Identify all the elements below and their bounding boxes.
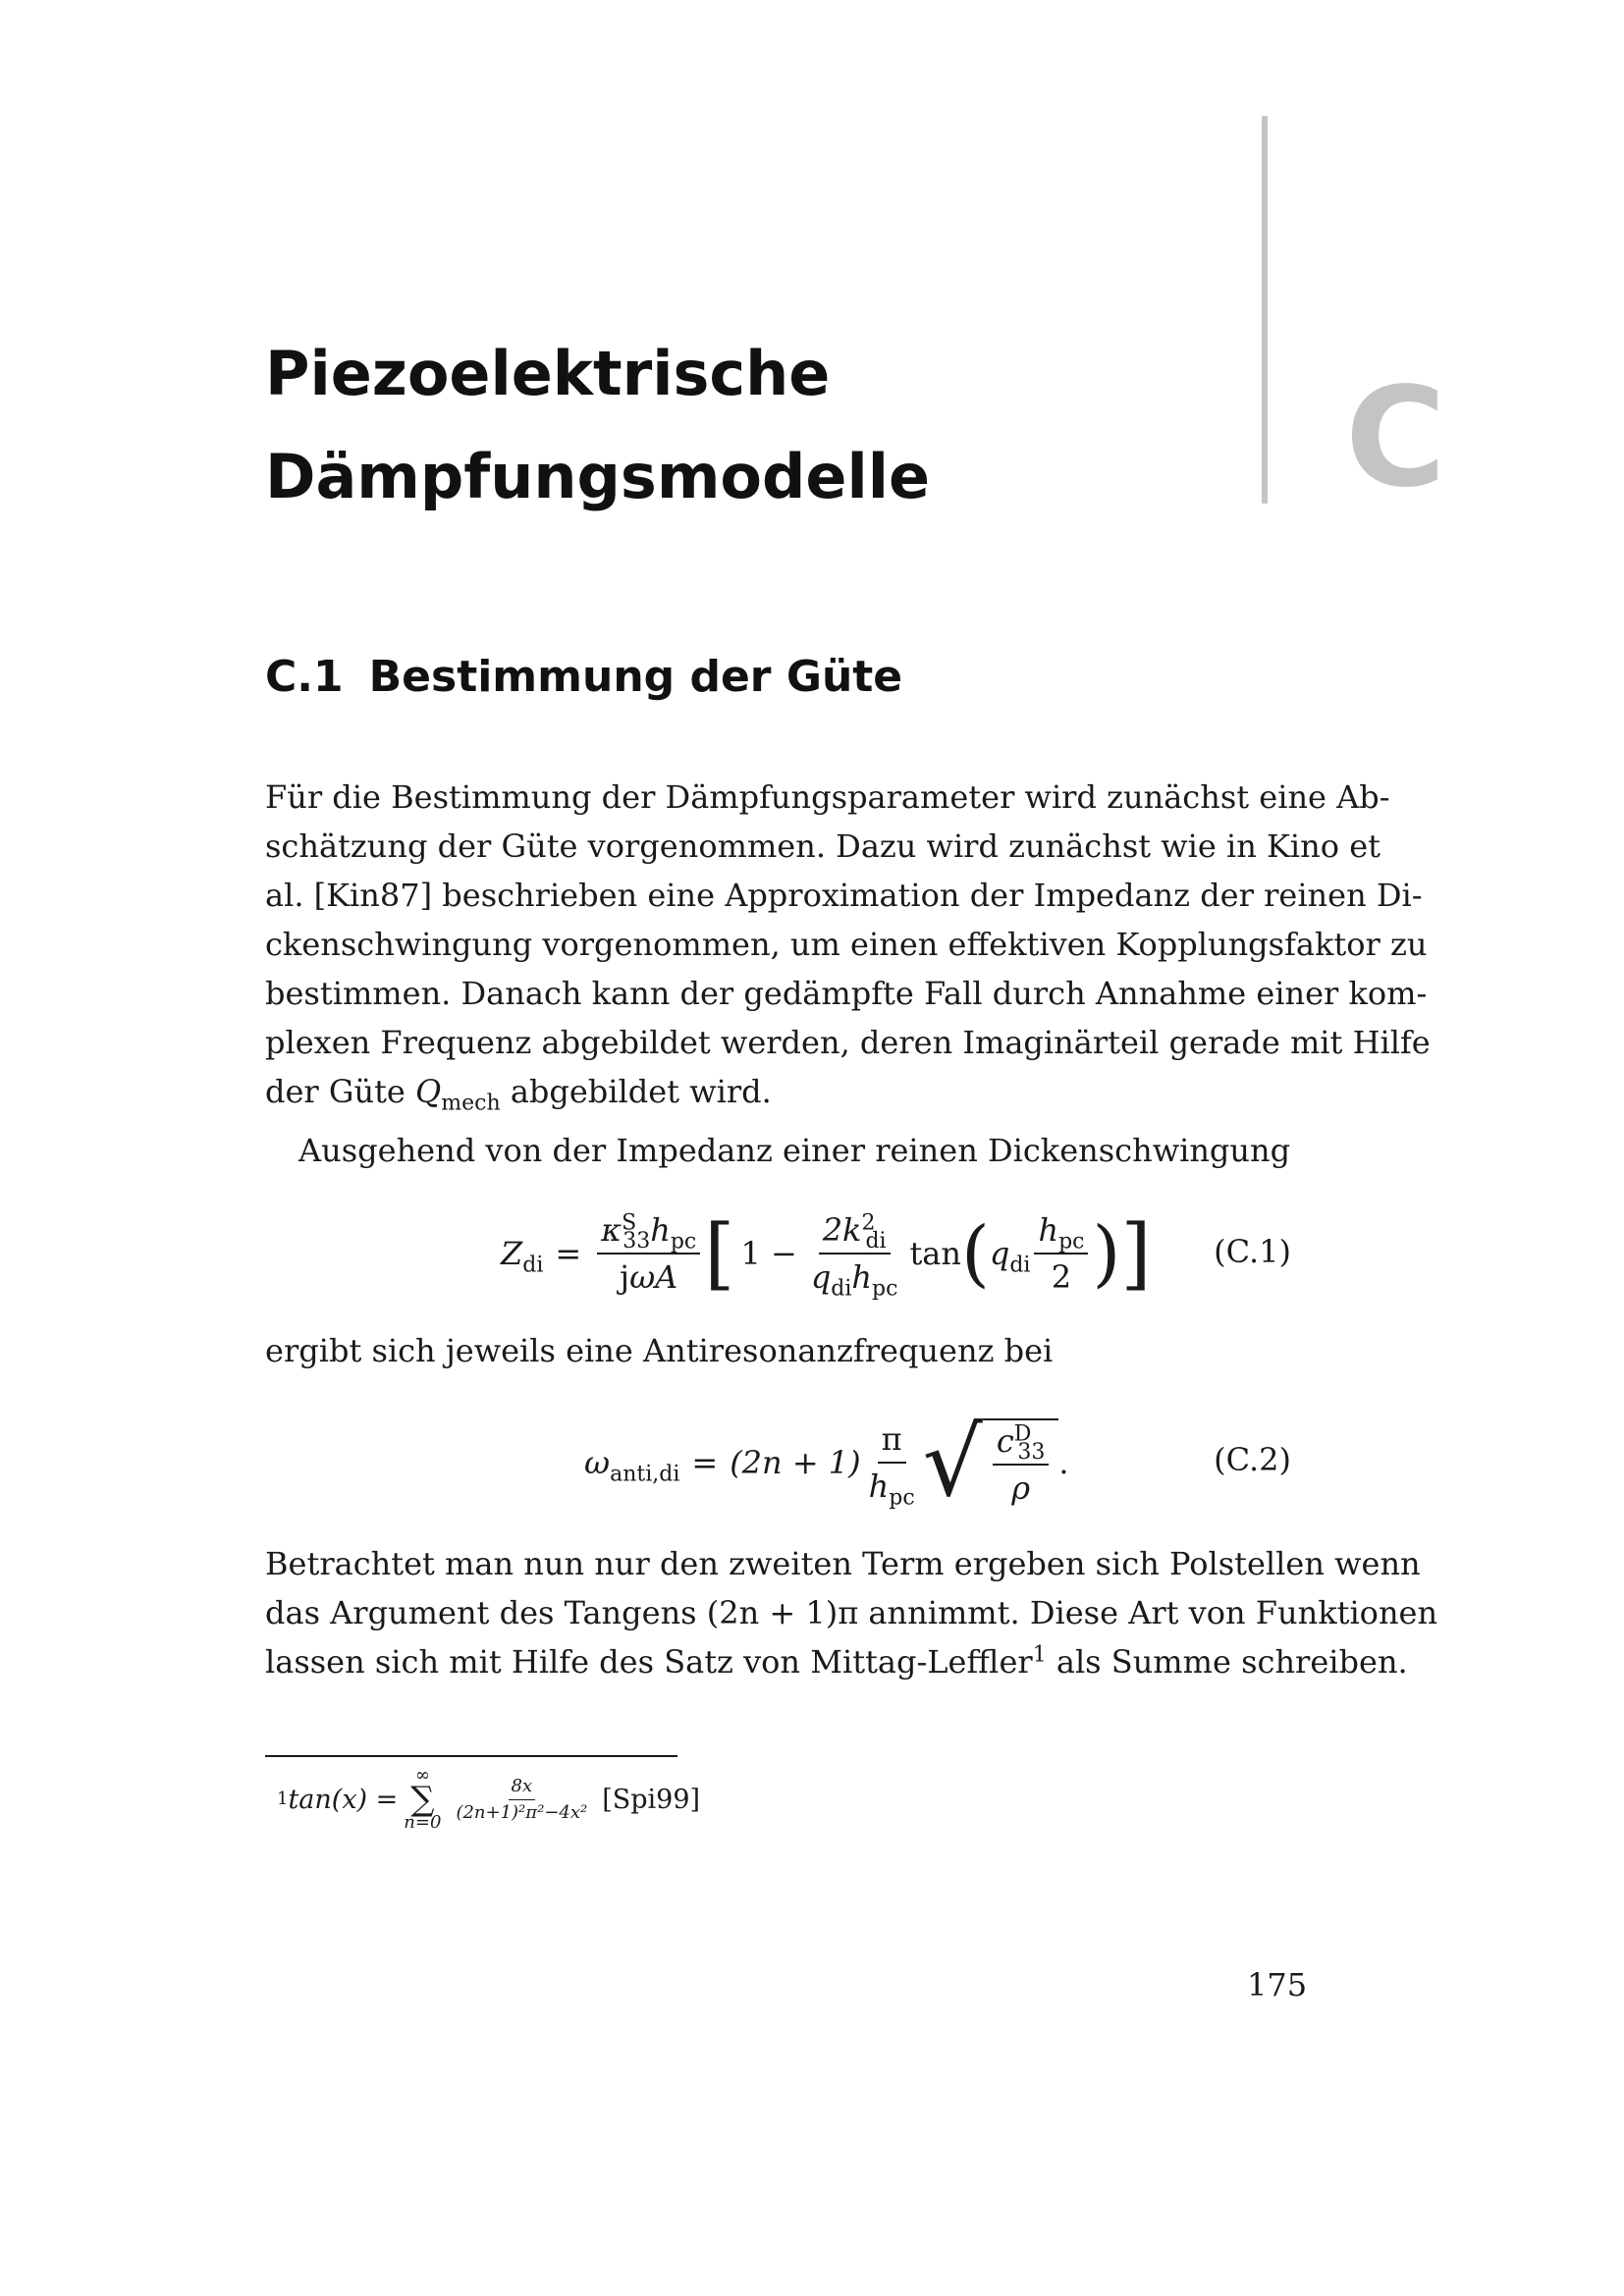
eq2-pi-fraction [865,1420,919,1511]
eq2-factor: (2n + 1) [730,1444,861,1481]
page-number: 175 [1247,1966,1308,2003]
fraction-denominator: ρ [1011,1469,1031,1507]
eq1-prefactor [597,1211,700,1296]
sum-upper-limit: ∞ [414,1765,430,1786]
paragraph-poles [265,1539,1438,1686]
paragraph-line: schätzung der Güte vorgenommen. Dazu wird zunächst wie in Kino et [265,828,1380,865]
paragraph-line [265,1067,1291,1116]
fraction-denominator: (2n+1)²π²−4x² [456,1801,588,1823]
fraction-denominator: $q_{di}h_{pc}$ [810,1258,898,1302]
square-root [922,1408,1059,1518]
symbol-q-mech [415,1073,501,1116]
fraction-numerator: $c^D_{33}$ [993,1422,1050,1466]
text-fragment: abgebildet wird. [500,1073,772,1110]
section-title: Bestimmung der Güte [368,652,903,702]
eq1-one-minus: 1 − [740,1235,797,1272]
chapter-title [265,322,1149,528]
equation-c2-body [584,1404,1069,1522]
sum-lower-limit: n=0 [404,1812,442,1833]
left-paren: ( [960,1211,990,1296]
right-bracket: ] [1120,1207,1152,1299]
eq2-period: . [1058,1444,1069,1481]
footnote: 1 tan(x) = ∞ ∑ n=0 $\frac{8x}{\text{(2n+1)²π²−4x²}}$ [Spi99] [277,1765,701,1833]
footnote-lhs: tan(x) = [288,1784,399,1815]
eq1-half-thickness [1034,1211,1088,1296]
paragraph-line: bestimmen. Danach kann der gedämpfte Fall durch Annahme einer kom- [265,975,1428,1012]
fraction-denominator: jωA [620,1258,678,1296]
fraction-numerator: $h_{pc}$ [1034,1211,1088,1255]
radical-sign: √ [922,1408,983,1518]
eq2-velocity-fraction [993,1422,1050,1507]
text-fragment: der Güte [265,1073,416,1110]
subscript: mech [441,1091,501,1116]
text-fragment: als Summe schreiben. [1046,1643,1408,1681]
summation [404,1767,441,1832]
paragraph-line [265,1637,1408,1686]
footnote-fraction [453,1776,590,1824]
fraction-numerator: π [878,1420,906,1464]
equation-c2 [265,1404,1291,1522]
paragraph-line: al. [Kin87] beschrieben eine Approximation der Impedanz der reinen Di- [265,877,1423,914]
paragraph-impedance-intro [265,1126,1291,1175]
left-bracket: [ [704,1207,735,1299]
paragraph-line: ckenschwingung vorgenommen, um einen effektiven Kopplungsfaktor zu [265,926,1428,963]
radicand [983,1418,1059,1507]
footnote-reference[interactable]: 1 [1032,1642,1047,1668]
fraction-denominator: $h_{pc}$ [868,1468,915,1511]
text-fragment: lassen sich mit Hilfe des Satz von Mittag-Leffler [265,1643,1033,1681]
chapter-title-line-2: Dämpfungsmodelle [265,441,931,512]
chapter-title-line-1: Piezoelektrische [265,338,831,409]
eq2-equals: = [691,1444,719,1481]
footnote-divider [265,1755,677,1757]
paragraph-intro [265,773,1431,1116]
eq1-lhs: $Z_{di}$ [501,1235,544,1278]
eq1-coupling-fraction [807,1210,902,1302]
fraction-numerator: 8x [509,1776,536,1800]
paragraph-line: plexen Frequenz abgebildet werden, deren Imaginärteil gerade mit Hilfe [265,1024,1431,1061]
equation-c1 [265,1200,1291,1308]
paragraph-line: Ausgehend von der Impedanz einer reinen Dickenschwingung [298,1132,1291,1169]
eq2-lhs: $\omega_{anti,di}$ [584,1444,680,1487]
citation-link[interactable]: [Spi99] [602,1784,701,1815]
section-heading [265,648,902,707]
chapter-divider [1262,116,1268,504]
paragraph-antiresonance [265,1326,1291,1375]
chapter-letter: C [1345,358,1446,518]
fraction-denominator: 2 [1051,1258,1072,1296]
equation-c1-body [501,1200,1152,1308]
paragraph-line: ergibt sich jeweils eine Antiresonanzfrequenz bei [265,1332,1054,1369]
equation-number: (C.1) [1214,1233,1291,1270]
sum-symbol: ∑ [410,1780,435,1819]
right-paren: ) [1092,1211,1121,1296]
fraction-numerator: $\kappa^S_{33}h_{pc}$ [597,1211,700,1255]
paragraph-line: Für die Bestimmung der Dämpfungsparameter wird zunächst eine Ab- [265,778,1390,816]
paragraph-line: Betrachtet man nun nur den zweiten Term ergeben sich Polstellen wenn [265,1545,1421,1582]
equation-number: (C.2) [1214,1441,1291,1478]
eq1-q-di: $q_{di}$ [989,1235,1031,1278]
eq1-tan: tan [909,1235,961,1272]
fraction-numerator: $2k^2_{di}$ [819,1211,891,1255]
paragraph-line: das Argument des Tangens (2n + 1)π annimmt. Diese Art von Funktionen [265,1594,1438,1631]
eq1-equals: = [555,1235,582,1272]
section-number: C.1 [265,652,344,702]
symbol: Q [415,1073,442,1110]
